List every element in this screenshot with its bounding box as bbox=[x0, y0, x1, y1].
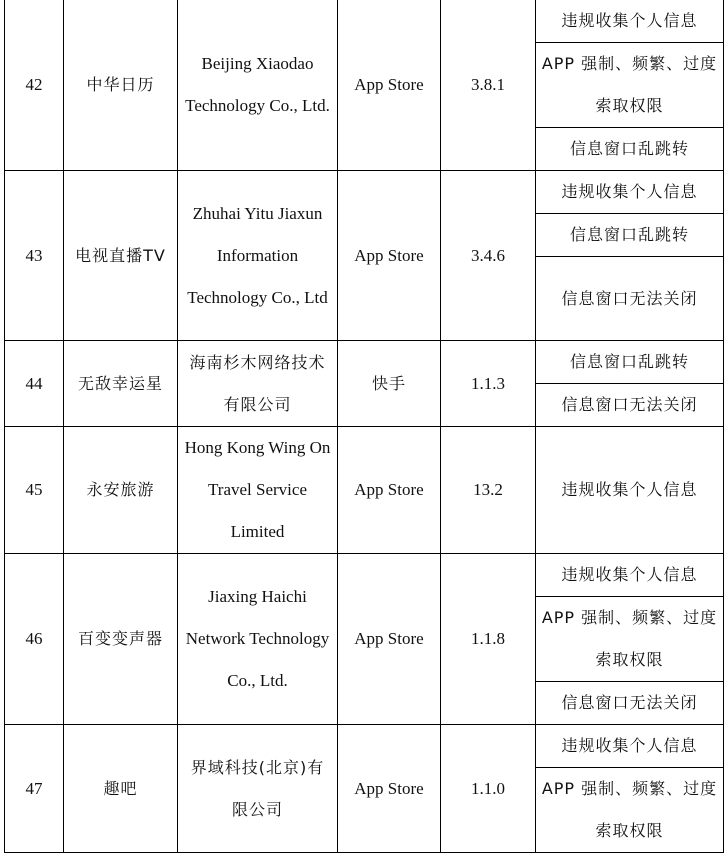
app-name: 中华日历 bbox=[64, 0, 178, 171]
app-name: 无敌幸运星 bbox=[64, 341, 178, 427]
table-row bbox=[5, 171, 724, 214]
company-name: 界域科技(北京)有限公司 bbox=[178, 725, 338, 853]
issue-item: 违规收集个人信息 bbox=[536, 171, 724, 214]
issue-item: 信息窗口无法关闭 bbox=[536, 384, 724, 427]
issue-item: 信息窗口无法关闭 bbox=[536, 257, 724, 341]
issue-item: APP 强制、频繁、过度索取权限 bbox=[536, 597, 724, 682]
row-number: 42 bbox=[5, 0, 64, 171]
app-store: App Store bbox=[338, 725, 441, 853]
table-row bbox=[5, 427, 724, 554]
app-store: App Store bbox=[338, 427, 441, 554]
app-store: App Store bbox=[338, 554, 441, 725]
app-name: 永安旅游 bbox=[64, 427, 178, 554]
app-version: 3.4.6 bbox=[441, 171, 536, 341]
issue-item: 违规收集个人信息 bbox=[536, 554, 724, 597]
row-number: 47 bbox=[5, 725, 64, 853]
table-row bbox=[5, 0, 724, 43]
app-store: 快手 bbox=[338, 341, 441, 427]
app-version: 13.2 bbox=[441, 427, 536, 554]
row-number: 44 bbox=[5, 341, 64, 427]
company-name: Jiaxing Haichi Network Technology Co., Ltd. bbox=[178, 554, 338, 725]
app-name: 趣吧 bbox=[64, 725, 178, 853]
issue-item: APP 强制、频繁、过度索取权限 bbox=[536, 43, 724, 128]
app-store: App Store bbox=[338, 171, 441, 341]
app-version: 1.1.8 bbox=[441, 554, 536, 725]
issue-item: 信息窗口乱跳转 bbox=[536, 341, 724, 384]
app-name: 电视直播TV bbox=[64, 171, 178, 341]
issue-item: 信息窗口无法关闭 bbox=[536, 682, 724, 725]
issue-item: 违规收集个人信息 bbox=[536, 427, 724, 554]
table-row bbox=[5, 554, 724, 597]
company-name: 海南杉木网络技术有限公司 bbox=[178, 341, 338, 427]
company-name: Zhuhai Yitu Jiaxun Information Technology Co., Ltd bbox=[178, 171, 338, 341]
company-name: Hong Kong Wing On Travel Service Limited bbox=[178, 427, 338, 554]
issue-item: 信息窗口乱跳转 bbox=[536, 214, 724, 257]
app-version: 3.8.1 bbox=[441, 0, 536, 171]
row-number: 45 bbox=[5, 427, 64, 554]
table-row bbox=[5, 725, 724, 768]
row-number: 43 bbox=[5, 171, 64, 341]
app-store: App Store bbox=[338, 0, 441, 171]
issue-item: 违规收集个人信息 bbox=[536, 0, 724, 43]
app-version: 1.1.3 bbox=[441, 341, 536, 427]
issue-item: APP 强制、频繁、过度索取权限 bbox=[536, 768, 724, 853]
row-number: 46 bbox=[5, 554, 64, 725]
app-version: 1.1.0 bbox=[441, 725, 536, 853]
app-name: 百变变声器 bbox=[64, 554, 178, 725]
issue-item: 信息窗口乱跳转 bbox=[536, 128, 724, 171]
table-row bbox=[5, 341, 724, 384]
app-violation-table bbox=[4, 0, 724, 853]
company-name: Beijing Xiaodao Technology Co., Ltd. bbox=[178, 0, 338, 171]
issue-item: 违规收集个人信息 bbox=[536, 725, 724, 768]
